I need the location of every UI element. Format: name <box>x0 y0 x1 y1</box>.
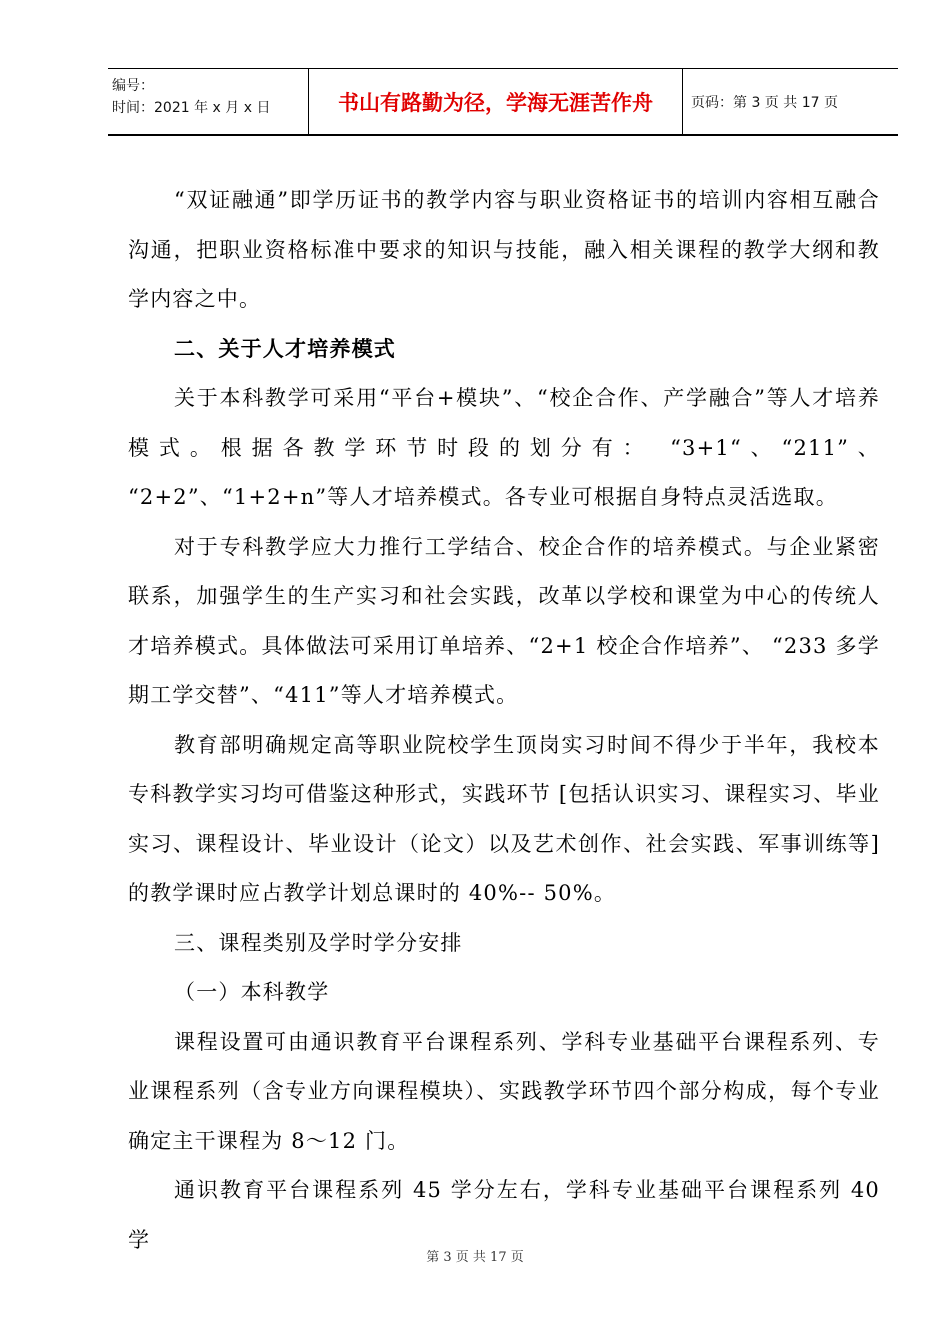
header-motto: 书山有路勤为径，学海无涯苦作舟 <box>309 69 683 134</box>
paragraph-vocational-mode: 对于专科教学应大力推行工学结合、校企合作的培养模式。与企业紧密联系，加强学生的生产实习和社会实践，改革以学校和课堂为中心的传统人才培养模式。具体做法可采用订单培养、“2+1 校企合作培养”、 “233 多学期工学交替”、“411”等人才培养模式。 <box>128 534 880 707</box>
number-label: 编号： <box>112 78 154 94</box>
paragraph-internship: 教育部明确规定高等职业院校学生顶岗实习时间不得少于半年，我校本专科教学实习均可借鉴这种形式，实践环节 [包括认识实习、课程实习、毕业实习、课程设计、毕业设计（论文）以及艺术创作、社会实践、军事训练等]的教学课时应占教学计划总课时的 40%-- 50%。 <box>128 732 880 905</box>
subsection-heading-undergraduate: （一）本科教学 <box>174 980 330 1004</box>
paragraph-dual-certificate: “双证融通”即学历证书的教学内容与职业资格证书的培训内容相互融合沟通，把职业资格标准中要求的知识与技能，融入相关课程的教学大纲和教学内容之中。 <box>128 188 880 311</box>
section-heading-training-mode: 二、关于人才培养模式 <box>174 336 396 361</box>
page-header <box>108 68 898 136</box>
paragraph-undergraduate-mode: 关于本科教学可采用“平台+模块”、“校企合作、产学融合”等人才培养模式。根据各教学环节时段的划分有： “3+1“、“211”、 “2+2”、“1+2+n”等人才培养模式。各专业可根据自身特点灵活选取。 <box>128 386 880 509</box>
header-page-info: 页码：第 3 页 共 17 页 <box>691 94 838 111</box>
paragraph-course-setup: 课程设置可由通识教育平台课程系列、学科专业基础平台课程系列、专业课程系列（含专业方向课程模块）、实践教学环节四个部分构成，每个专业确定主干课程为 8～12 门。 <box>128 1029 880 1153</box>
section-heading-course-categories: 三、课程类别及学时学分安排 <box>174 930 463 955</box>
header-meta <box>108 69 309 134</box>
page-footer: 第 3 页 共 17 页 <box>426 1250 524 1265</box>
paragraph-credits: 通识教育平台课程系列 45 学分左右，学科专业基础平台课程系列 40 学 <box>128 1178 880 1252</box>
document-body <box>128 176 880 1265</box>
date-label: 时间：2021 年 x 月 x 日 <box>112 100 271 116</box>
